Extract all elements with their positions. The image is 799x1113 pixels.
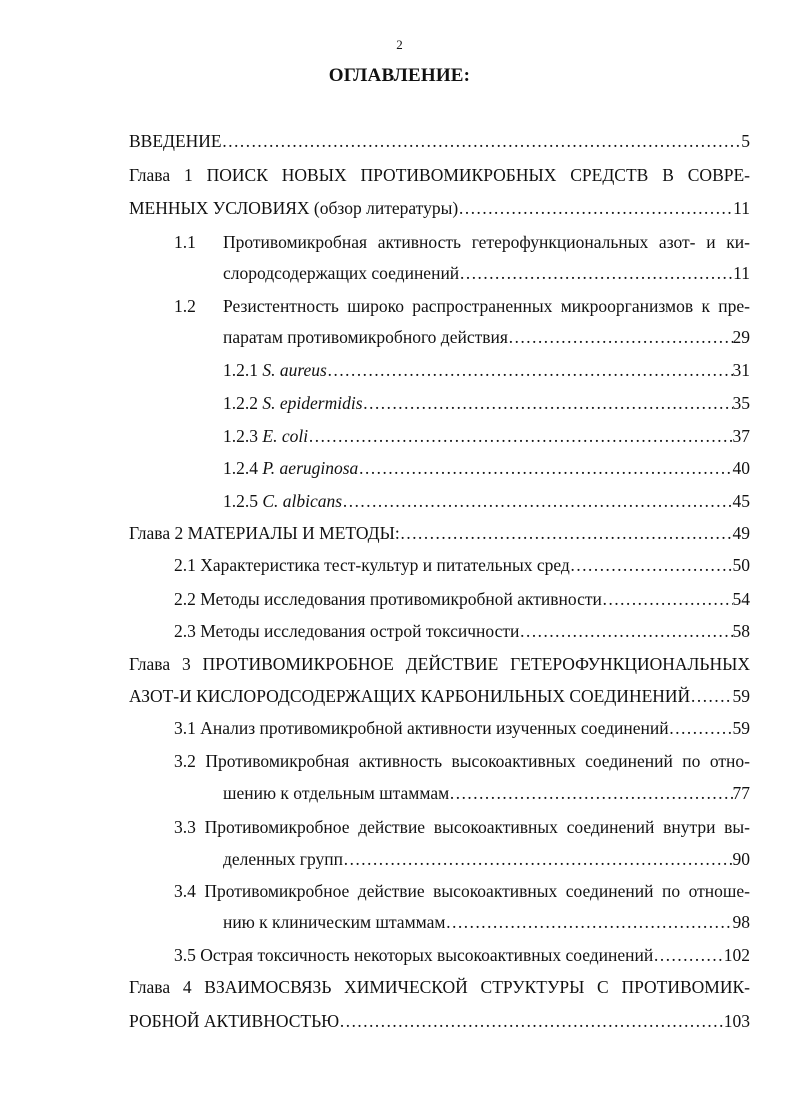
toc-entry-1-1-line1: Противомикробная активность гетерофункциональных азот- и ки- [223,232,750,252]
leader-dots [358,453,732,483]
leader-dots [653,940,724,970]
toc-entry-ch3-line2 [129,681,750,711]
toc-text: C. albicans [262,491,343,511]
toc-entry-1-2-2 [223,388,750,418]
toc-text: 3.1 Анализ противомикробной активности изученных соединений [174,718,669,738]
leader-dots [308,421,732,451]
toc-entry-2-3 [174,616,750,646]
toc-text: 2.1 Характеристика тест-культур и питательных сред [174,555,570,575]
toc-text: деленных групп [223,849,343,869]
toc-num: 1.2.4 [223,458,258,478]
toc-text: паратам противомикробного действия [223,327,508,347]
toc-entry-3-3-line1: 3.3 Противомикробное действие высокоактивных соединений внутри вы- [174,817,750,837]
toc-text: слородсодержащих соединений [223,263,460,283]
toc-text: P. aeruginosa [262,458,359,478]
toc-entry-3-4-line2 [223,907,750,937]
toc-page: 59 [732,686,750,706]
toc-entry-3-1 [174,713,750,743]
leader-dots [343,844,733,874]
leader-dots [327,355,733,385]
toc-text: РОБНОЙ АКТИВНОСТЬЮ [129,1011,340,1031]
toc-page: 31 [732,360,750,380]
toc-num: 1.2.1 [223,360,258,380]
toc-page: 29 [732,327,750,347]
toc-text: Глава 2 МАТЕРИАЛЫ И МЕТОДЫ: [129,523,400,543]
toc-entry-ch1-line2 [129,193,750,223]
toc-num: 1.1 [174,232,196,252]
toc-text: E. coli [262,426,309,446]
toc-text: нию к клиническим штаммам [223,912,446,932]
toc-page: 54 [732,589,750,609]
toc-page: 102 [723,945,750,965]
toc-text: 3.5 Острая токсичность некоторых высокоактивных соединений [174,945,654,965]
toc-entry-3-2-line1: 3.2 Противомикробная активность высокоактивных соединений по отно- [174,751,750,771]
toc-text: 2.3 Методы исследования острой токсичности [174,621,520,641]
leader-dots [669,713,733,743]
toc-entry-3-3-line2 [223,844,750,874]
leader-dots [459,258,733,288]
toc-page: 90 [732,849,750,869]
toc-entry-1-1-line2 [223,258,750,288]
toc-text: ВВЕДЕНИЕ [129,131,222,151]
toc-entry-2-1 [174,550,750,580]
leader-dots [570,550,733,580]
toc-page: 11 [733,263,750,283]
leader-dots [519,616,732,646]
toc-page: 37 [732,426,750,446]
toc-text: шению к отдельным штаммам [223,783,450,803]
toc-num: 1.2 [174,296,196,316]
toc-page: 45 [732,491,750,511]
toc-page: 40 [732,458,750,478]
toc-page: 103 [723,1011,750,1031]
toc-page: 50 [732,555,750,575]
toc-entry-ch4-line1: Глава 4 ВЗАИМОСВЯЗЬ ХИМИЧЕСКОЙ СТРУКТУРЫ С ПРОТИВОМИК- [129,977,750,997]
toc-entry-1-2-line2 [223,322,750,352]
leader-dots [449,778,732,808]
leader-dots [508,322,733,352]
toc-page: 58 [732,621,750,641]
toc-entry-1-2-4 [223,453,750,483]
leader-dots [339,1006,724,1036]
toc-num: 1.2.5 [223,491,258,511]
toc-entry-1-2-1 [223,355,750,385]
toc-page: 49 [732,523,750,543]
toc-entry-3-5 [174,940,750,970]
leader-dots [690,681,732,711]
page-number: 2 [396,37,403,52]
toc-entry-3-2-line2 [223,778,750,808]
page-title: ОГЛАВЛЕНИЕ: [328,65,471,86]
toc-entry-1-2-line1: Резистентность широко распространенных микроорганизмов к пре- [223,296,750,316]
toc-entry-ch1-line1: Глава 1 ПОИСК НОВЫХ ПРОТИВОМИКРОБНЫХ СРЕДСТВ В СОВРЕ- [129,165,750,185]
toc-entry-ch2 [129,518,750,548]
leader-dots [363,388,733,418]
leader-dots [342,486,732,516]
toc-entry-1-2-3 [223,421,750,451]
toc-num: 1.2.3 [223,426,258,446]
leader-dots [602,584,733,614]
toc-page: 11 [733,198,750,218]
toc-entry-3-4-line1: 3.4 Противомикробное действие высокоактивных соединений по отноше- [174,881,750,901]
toc-entry-2-2 [174,584,750,614]
toc-text: 2.2 Методы исследования противомикробной активности [174,589,602,609]
toc-num: 1.2.2 [223,393,258,413]
toc-text: S. aureus [262,360,327,380]
toc-entry-1-2-5 [223,486,750,516]
toc-page: 5 [741,131,750,151]
leader-dots [458,193,733,223]
leader-dots [400,518,733,548]
toc-entry-ch3-line1: Глава 3 ПРОТИВОМИКРОБНОЕ ДЕЙСТВИЕ ГЕТЕРОФУНКЦИОНАЛЬНЫХ [129,654,750,674]
toc-text: АЗОТ-И КИСЛОРОДСОДЕРЖАЩИХ КАРБОНИЛЬНЫХ СОЕДИНЕНИЙ [129,686,691,706]
toc-page: 59 [732,718,750,738]
toc-text: S. epidermidis [262,393,363,413]
toc-page: 35 [732,393,750,413]
leader-dots [445,907,732,937]
toc-text: МЕННЫХ УСЛОВИЯХ (обзор литературы) [129,198,459,218]
toc-entry-ch4-line2 [129,1006,750,1036]
toc-page: 98 [732,912,750,932]
leader-dots [222,126,742,156]
toc-entry-intro [129,126,750,156]
toc-page: 77 [732,783,750,803]
